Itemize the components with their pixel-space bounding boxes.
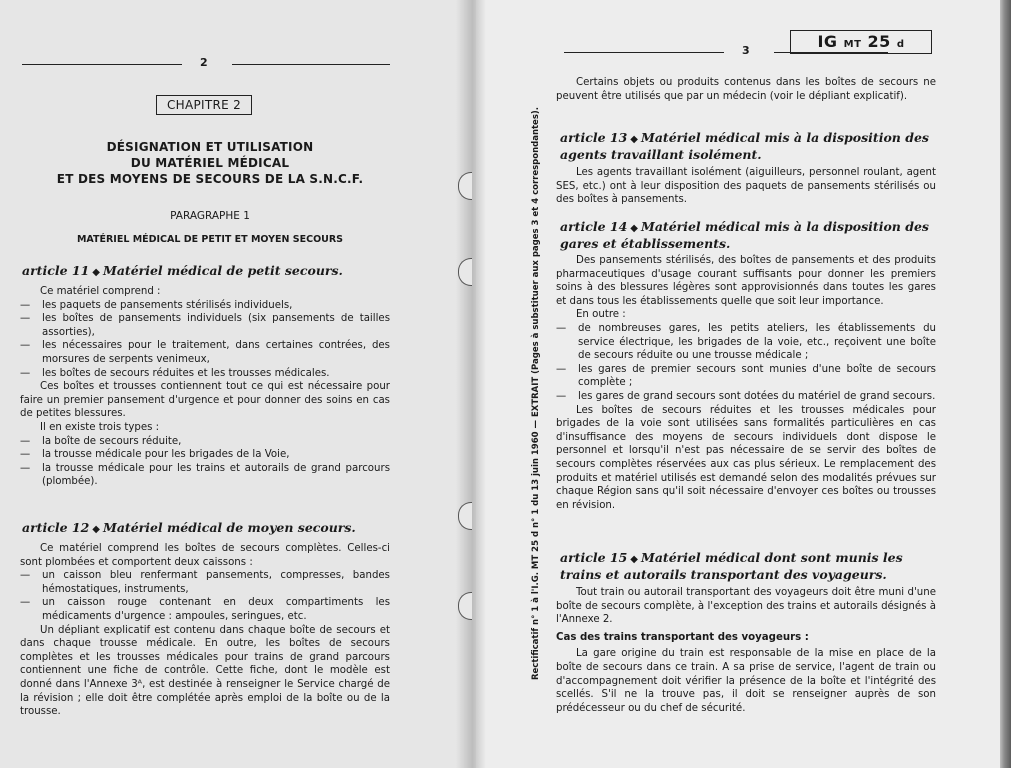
right-intro [556,76,936,103]
article-13-title: Matériel médical mis à la disposition des agents travaillant isolément. [560,130,929,162]
article-11-type-2: — la trousse médicale pour les brigades de la Voie, [20,448,390,462]
article-11-paragraph-2: Ces boîtes et trousses contiennent tout ce qui est nécessaire pour faire un premier pansement d'urgence et pour donner des soins en cas de petites blessures. [20,381,390,420]
article-15-heading [560,550,940,582]
article-12-paragraph-2: Un dépliant explicatif est contenu dans chaque boîte de secours et dans chaque trousse médicale. En outre, les boîtes de secours complètes et les trousses médicales pour trains de grand parcours contiennent une fiche de contrôle. Cette fiche, dont le modèle est donné dans l'Annexe 3ᴬ, est destinée à renseigner le Service chargé de la révision ; elle doit être complétée après emploi de la boîte ou de la trousse. [20,624,390,718]
binding-gutter [456,0,486,768]
chapter-box: CHAPITRE 2 [156,95,252,115]
article-12-body [20,542,390,719]
article-11-type-3: — la trousse médicale pour les trains et autorails de grand parcours (plombée). [20,462,390,489]
article-14-number: article 14 [560,219,628,234]
article-15-paragraph-2: La gare origine du train est responsable de la mise en place de la boîte de secours dans ce train. A sa prise de service, l'agent de train ou d'accompagnement doit vérifier la présence de la boîte et l'intégrité des scellés. S'il ne la trouve pas, il doit se renseigner auprès de son prédécesseur ou du chef de sécurité. [556,648,936,714]
article-14-body [556,254,936,512]
article-11-number: article 11 [22,263,90,278]
article-12-title: Matériel médical de moyen secours. [102,520,356,535]
article-14-item-1: — de nombreuses gares, les petits ateliers, les établissements du service électrique, les brigades de la voie, etc., reçoivent une boîte de secours réduite ou une trousse médicale ; [556,322,936,363]
article-11-item-2: — les boîtes de pansements individuels (six pansements de tailles assorties), [20,312,390,339]
chapter-title [0,139,420,187]
article-14-title: Matériel médical mis à la disposition des gares et établissements. [560,219,929,251]
article-13-body [556,166,936,207]
article-14-paragraph-1: Des pansements stérilisés, des boîtes de pansements et des produits pharmaceutiques d'usage courant suffisants pour donner les premiers soins à des blessures légères sont approvisionnés dans toutes les gares et dans tous les établissements quelle que soit leur importance. [556,255,936,307]
stamp-ig: IG [817,32,838,51]
article-13-paragraph-1: Les agents travaillant isolément (aiguilleurs, personnel roulant, agent SES, etc.) ont à leur disposition des paquets de pansements stérilisés ou des boîtes à pansements. [556,167,936,206]
stamp-mt: MT [843,39,862,50]
chapter-title-line-3: ET DES MOYENS DE SECOURS DE LA S.N.C.F. [56,172,364,186]
chapter-title-line-1: DÉSIGNATION ET UTILISATION [106,140,314,154]
article-11-lead: Ce matériel comprend : [40,286,161,297]
article-15-number: article 15 [560,550,628,565]
article-11-heading [22,263,402,280]
header-rule-left [22,64,182,65]
article-11-paragraph-3: Il en existe trois types : [40,421,160,433]
article-14-item-3: — les gares de grand secours sont dotées du matériel de grand secours. [556,390,936,404]
page-edge-shadow [1000,0,1011,768]
article-12-item-2: — un caisson rouge contenant en deux compartiments les médicaments d'urgence : ampoules, seringues, etc. [20,596,390,623]
right-intro-text: Certains objets ou produits contenus dans les boîtes de secours ne peuvent être utilisés que par un médecin (voir le dépliant explicatif). [556,77,936,102]
article-13-heading [560,130,940,162]
article-11-item-1: — les paquets de pansements stérilisés individuels, [20,299,390,313]
document-reference-stamp [790,30,932,54]
article-15-subhead: Cas des trains transportant des voyageurs : [556,631,809,643]
article-11-type-1: — la boîte de secours réduite, [20,435,390,449]
stamp-suffix: d [896,39,905,50]
article-12-paragraph-1: Ce matériel comprend les boîtes de secours complètes. Celles-ci sont plombées et comportent deux caissons : [20,543,390,568]
diamond-arrow-icon: ◆ [92,267,100,278]
rectificatif-vertical-note: Rectificatif n° 1 à l'I.G. MT 25 d n° 1 du 13 juin 1960 — EXTRAIT (Pages à substituer aux pages 3 et 4 correspondantes). [531,107,541,680]
diamond-arrow-icon: ◆ [630,134,638,145]
diamond-arrow-icon: ◆ [630,223,638,234]
article-12-heading [22,520,402,537]
article-13-number: article 13 [560,130,628,145]
diamond-arrow-icon: ◆ [630,554,638,565]
paragraph-title: MATÉRIEL MÉDICAL DE PETIT ET MOYEN SECOURS [76,234,344,245]
header-rule-left [564,52,724,53]
article-11-item-4: — les boîtes de secours réduites et les trousses médicales. [20,367,390,381]
article-11-item-3: — les nécessaires pour le traitement, dans certaines contrées, des morsures de serpents venimeux, [20,339,390,366]
chapter-title-line-2: DU MATÉRIEL MÉDICAL [130,156,290,170]
article-14-paragraph-3: Les boîtes de secours réduites et les trousses médicales pour brigades de la voie sont utilisées sans formalités particulières en cas d'insuffisance des moyens de secours individuels dont dispose le personnel et lorsqu'il n'est pas nécessaire de se servir des boîtes de secours complètes réservées aux cas plus sérieux. Le remplacement des produits et matériel utilisés est demandé selon des modalités prévues sur chaque Région sans qu'il soit nécessaire d'envoyer ces boîtes ou trousses en révision. [556,404,936,511]
stamp-number: 25 [867,32,891,51]
article-14-heading [560,219,940,251]
article-12-number: article 12 [22,520,90,535]
paragraph-label: PARAGRAPHE 1 [170,210,250,222]
header-rule-right [232,64,390,65]
article-11-title: Matériel médical de petit secours. [102,263,343,278]
diamond-arrow-icon: ◆ [92,524,100,535]
article-11-body [20,285,390,489]
left-page [0,0,476,768]
page-number-right: 3 [742,44,750,57]
article-12-item-1: — un caisson bleu renfermant pansements, compresses, bandes hémostatiques, instruments, [20,569,390,596]
article-14-item-2: — les gares de premier secours sont munies d'une boîte de secours complète ; [556,363,936,390]
article-15-body [556,586,936,715]
article-14-paragraph-2: En outre : [576,309,626,321]
article-15-paragraph-1: Tout train ou autorail transportant des voyageurs doit être muni d'une boîte de secours complète, à l'exception des trains et autorails désignés à l'Annexe 2. [556,587,936,626]
page-number-left: 2 [200,56,208,69]
article-15-title: Matériel médical dont sont munis les trains et autorails transportant des voyageurs. [560,550,903,582]
